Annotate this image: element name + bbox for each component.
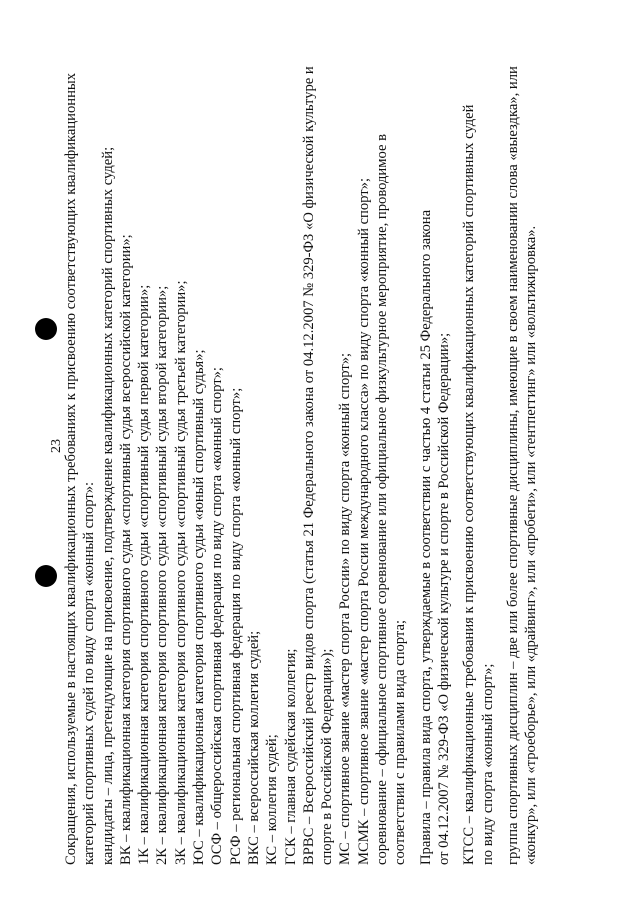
text-line: по виду спорта «конный спорт»; (479, 663, 496, 865)
text-line: ВКС – всероссийская коллегия судей; (245, 630, 262, 865)
punch-hole-bottom (35, 318, 57, 340)
text-line: МС – спортивное звание «мастер спорта России» по виду спорта «конный спорт»; (337, 352, 354, 865)
punch-hole-top (35, 565, 57, 587)
text-line: «конкур», или «троеборье», или «драйвинг», или «пробеги», или «тентпеггинг» или «вольтижировка». (523, 225, 540, 865)
text-line: ВК – квалификационная категория спортивного судьи «спортивный судья всероссийской категории»; (117, 234, 134, 865)
text-line: 2К – квалификационная категория спортивного судьи «спортивный судья второй категории»; (154, 285, 171, 865)
text-line: кандидаты – лица, претендующие на присвоение, подтверждение квалификационных категорий спортивных судей; (99, 146, 116, 865)
text-line: соревнование – официальное спортивное соревнование или официальное физкультурное мероприятие, проводимое в (374, 134, 391, 865)
text-line: группа спортивных дисциплин – две или более спортивные дисциплины, имеющие в своем наименовании слова «выездка», или (504, 66, 521, 865)
text-line: ГСК – главная судейская коллегия; (282, 648, 299, 865)
text-line: Сокращения, используемые в настоящих квалификационных требованиях к присвоению соответствующих квалификационных (63, 72, 79, 865)
text-line: категорий спортивных судей по виду спорта «конный спорт»: (81, 481, 98, 865)
text-line: соответствии с правилами вида спорта; (392, 619, 409, 865)
text-line: от 04.12.2007 № 329-ФЗ «О физической культуре и спорте в Российской Федерации»; (435, 332, 452, 865)
text-line: РСФ – региональная спортивная федерация по виду спорта «конный спорт»; (227, 387, 244, 865)
document-body (62, 30, 562, 865)
text-line: ОСФ – общероссийская спортивная федерация по виду спорта «конный спорт»; (209, 367, 226, 865)
text-line: 3К – квалификационная категория спортивного судьи «спортивный судья третьей категории»; (172, 280, 189, 865)
text-line: КТСС – квалификационные требования к присвоению соответствующих квалификационных категорий спортивных судей (461, 104, 478, 865)
page-number: 23 (49, 439, 64, 453)
text-line: ВРВС – Всероссийский реестр видов спорта (статья 21 Федерального закона от 04.12.2007 № 329-ФЗ «О физической культуре и (300, 66, 317, 865)
text-line: 1К – квалификационная категория спортивного судьи «спортивный судья первой категории»; (136, 284, 153, 865)
text-line: МСМК – спортивное звание «мастер спорта России международного класса» по виду спорта «конный спорт»; (355, 178, 372, 865)
text-line: КС – коллегия судей; (264, 734, 281, 865)
text-line: ЮС – квалификационная категория спортивного судьи «юный спортивный судья»; (191, 349, 208, 865)
text-line: Правила – правила вида спорта, утверждаемые в соответствии с частью 4 статьи 25 Федерального закона (417, 209, 434, 865)
text-line: спорте в Российской Федерации»); (319, 648, 336, 865)
